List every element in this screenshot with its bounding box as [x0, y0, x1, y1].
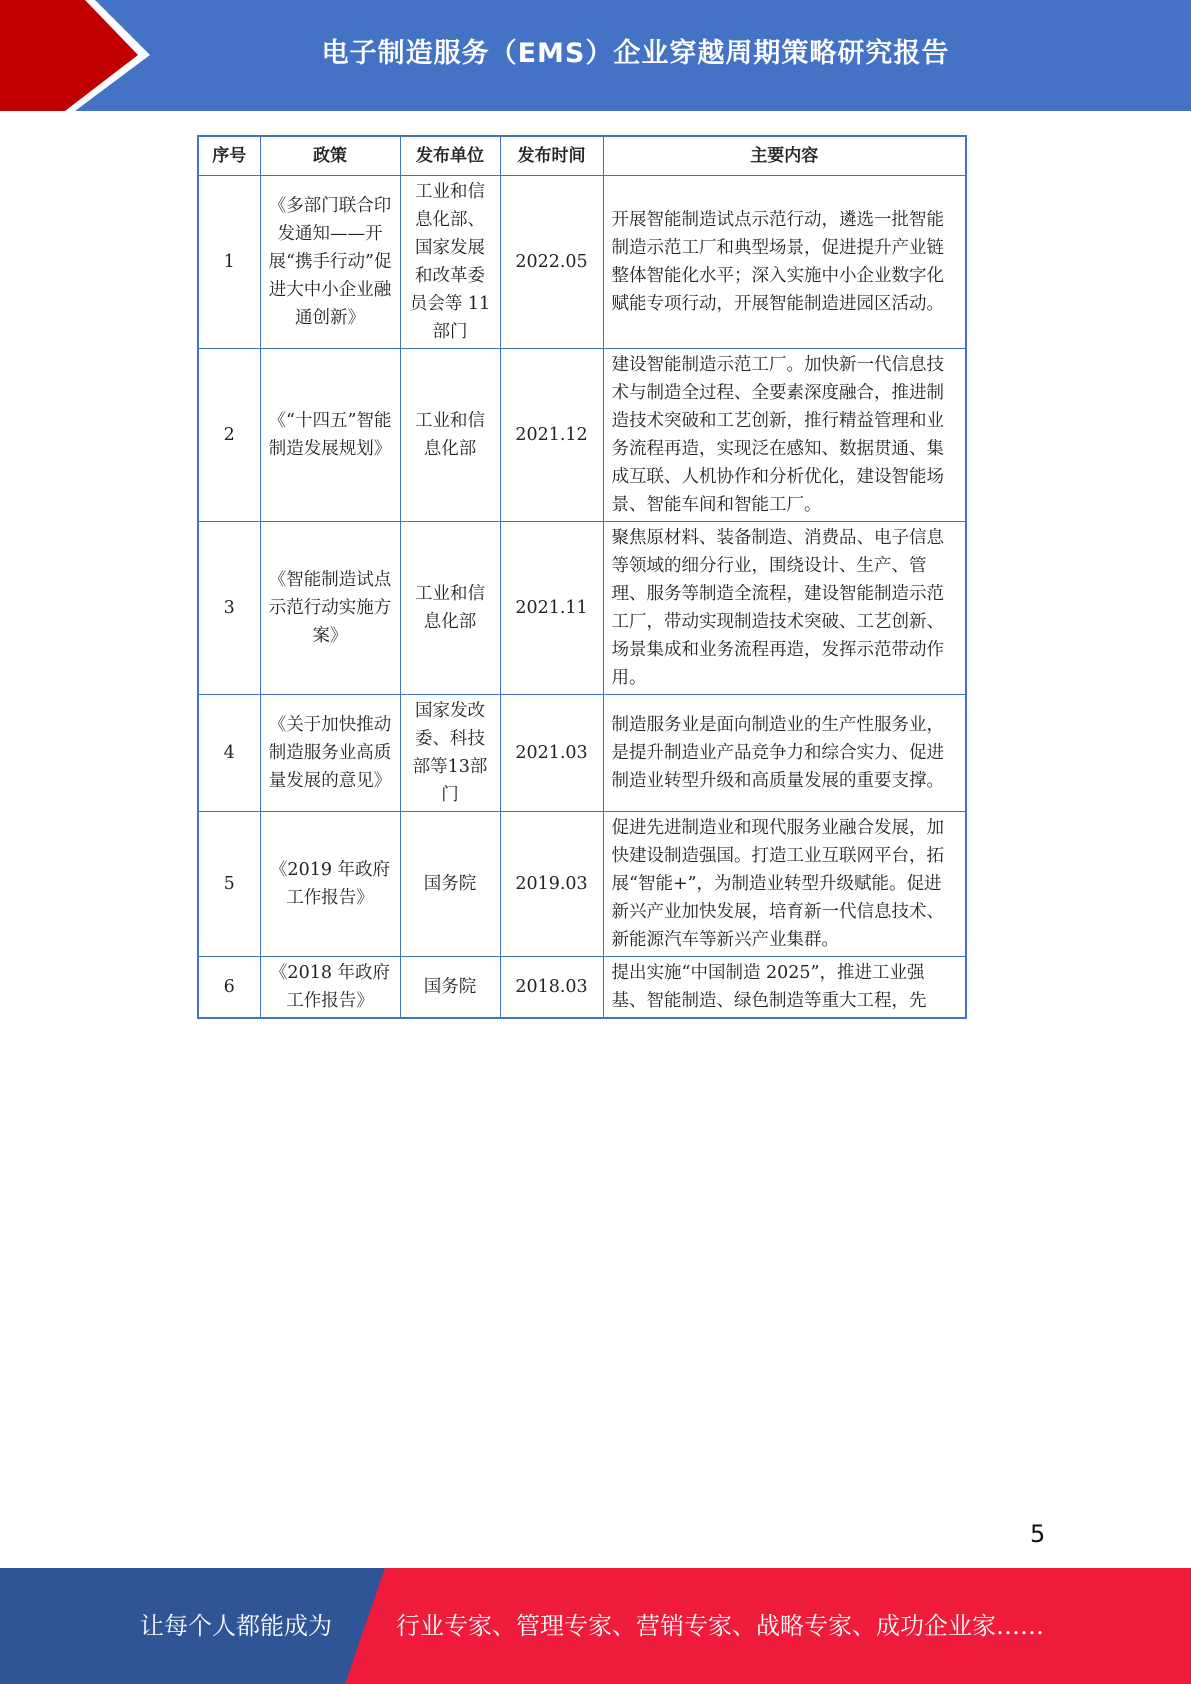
cell-policy: 《关于加快推动制造服务业高质量发展的意见》	[260, 695, 400, 812]
col-header-policy: 政策	[260, 136, 400, 176]
cell-issuer: 国家发改委、科技部等13部门	[400, 695, 500, 812]
header-chevron-graphic	[0, 0, 200, 111]
cell-content: 促进先进制造业和现代服务业融合发展，加快建设制造强国。打造工业互联网平台，拓展“智能+”，为制造业转型升级赋能。促进新兴产业加快发展，培育新一代信息技术、新能源汽车等新兴产业集群。	[603, 812, 966, 957]
cell-issuer: 国务院	[400, 957, 500, 1019]
col-header-date: 发布时间	[500, 136, 603, 176]
policy-table	[197, 135, 967, 1019]
cell-content: 建设智能制造示范工厂。加快新一代信息技术与制造全过程、全要素深度融合，推进制造技术突破和工艺创新，推行精益管理和业务流程再造，实现泛在感知、数据贯通、集成互联、人机协作和分析优化，建设智能场景、智能车间和智能工厂。	[603, 349, 966, 522]
cell-no: 3	[198, 522, 260, 695]
footer-slogan-left: 让每个人都能成为	[140, 1612, 332, 1640]
page-footer	[0, 1568, 1191, 1684]
cell-policy: 《“十四五”智能制造发展规划》	[260, 349, 400, 522]
cell-date: 2022.05	[500, 176, 603, 349]
cell-issuer: 国务院	[400, 812, 500, 957]
cell-date: 2021.11	[500, 522, 603, 695]
page-number: 5	[1030, 1520, 1046, 1548]
col-header-no: 序号	[198, 136, 260, 176]
cell-issuer: 工业和信息化部、国家发展和改革委员会等 11 部门	[400, 176, 500, 349]
cell-policy: 《2019 年政府工作报告》	[260, 812, 400, 957]
cell-policy: 《多部门联合印发通知——开展“携手行动”促进大中小企业融通创新》	[260, 176, 400, 349]
cell-policy: 《2018 年政府工作报告》	[260, 957, 400, 1019]
cell-content: 提出实施“中国制造 2025”，推进工业强基、智能制造、绿色制造等重大工程，先	[603, 957, 966, 1019]
table-header-row	[198, 136, 966, 176]
table-row	[198, 176, 966, 349]
cell-date: 2018.03	[500, 957, 603, 1019]
cell-no: 6	[198, 957, 260, 1019]
table-row	[198, 812, 966, 957]
col-header-content: 主要内容	[603, 136, 966, 176]
cell-no: 2	[198, 349, 260, 522]
footer-slogan-right: 行业专家、管理专家、营销专家、战略专家、成功企业家……	[396, 1612, 1044, 1640]
col-header-issuer: 发布单位	[400, 136, 500, 176]
cell-no: 1	[198, 176, 260, 349]
report-title: 电子制造服务（EMS）企业穿越周期策略研究报告	[321, 37, 950, 69]
table-row	[198, 695, 966, 812]
cell-content: 开展智能制造试点示范行动，遴选一批智能制造示范工厂和典型场景，促进提升产业链整体智能化水平；深入实施中小企业数字化赋能专项行动，开展智能制造进园区活动。	[603, 176, 966, 349]
cell-policy: 《智能制造试点示范行动实施方案》	[260, 522, 400, 695]
cell-issuer: 工业和信息化部	[400, 522, 500, 695]
table-row	[198, 349, 966, 522]
cell-issuer: 工业和信息化部	[400, 349, 500, 522]
cell-date: 2021.12	[500, 349, 603, 522]
cell-no: 4	[198, 695, 260, 812]
page-header	[0, 0, 1191, 111]
cell-date: 2021.03	[500, 695, 603, 812]
cell-content: 聚焦原材料、装备制造、消费品、电子信息等领域的细分行业，围绕设计、生产、管理、服务等制造全流程，建设智能制造示范工厂，带动实现制造技术突破、工艺创新、场景集成和业务流程再造，发挥示范带动作用。	[603, 522, 966, 695]
table-row	[198, 522, 966, 695]
table-row	[198, 957, 966, 1019]
cell-no: 5	[198, 812, 260, 957]
cell-content: 制造服务业是面向制造业的生产性服务业，是提升制造业产品竞争力和综合实力、促进制造业转型升级和高质量发展的重要支撑。	[603, 695, 966, 812]
cell-date: 2019.03	[500, 812, 603, 957]
